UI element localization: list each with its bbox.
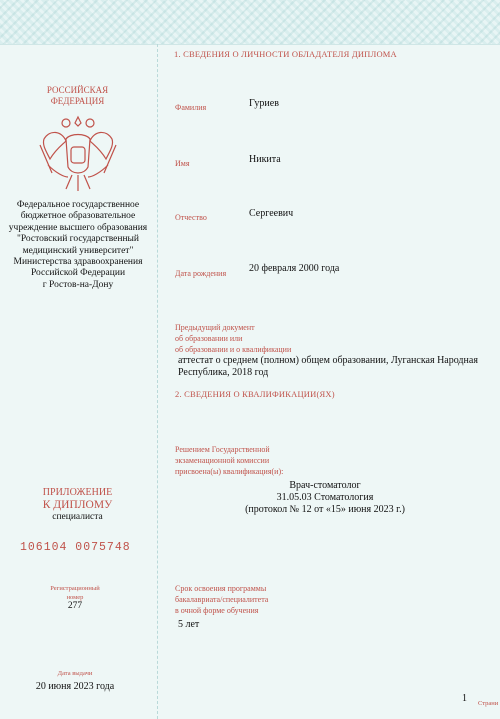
birth-date-label: Дата рождения — [175, 269, 227, 278]
previous-doc-label-1: Предыдущий документ — [175, 323, 255, 332]
appendix-line-2: К ДИПЛОМУ — [42, 499, 113, 511]
institution-line-4: "Ростовский государственный — [16, 234, 140, 245]
security-pattern-band — [0, 0, 500, 45]
qualification-code: 31.05.03 Стоматология — [276, 492, 374, 503]
institution-line-8: г Ростов-на-Дону — [42, 279, 114, 290]
program-term-label-1: Срок освоения программы — [175, 584, 267, 593]
patronymic-label: Отчество — [175, 213, 207, 222]
country-line-1: РОССИЙСКАЯ — [46, 85, 109, 95]
column-divider — [157, 44, 159, 719]
decision-label-2: экзаменационной комиссии — [175, 456, 270, 465]
previous-doc-label — [175, 322, 291, 355]
institution-line-1: Федеральное государственное — [16, 200, 140, 210]
program-term-label-2: бакалавриата/специалитета — [175, 595, 269, 604]
name-label: Имя — [175, 159, 190, 168]
birth-date-value: 20 февраля 2000 года — [249, 263, 340, 274]
decision-label-1: Решением Государственной — [175, 445, 270, 454]
country-header — [20, 85, 135, 107]
patronymic-value: Сергеевич — [249, 208, 294, 219]
reg-label — [35, 584, 115, 602]
name-value: Никита — [249, 154, 281, 165]
previous-doc-line-1: аттестат о среднем (полном) общем образовании, Луганская Народная — [178, 355, 478, 366]
qualification-protocol: (протокол № 12 от «15» июня 2023 г.) — [245, 504, 405, 515]
issue-date: 20 июня 2023 года — [35, 681, 115, 692]
surname-label: Фамилия — [175, 103, 207, 112]
reg-number: 277 — [67, 601, 83, 611]
institution-line-6: Министерства здравоохранения — [13, 257, 143, 268]
surname-value: Гуриев — [249, 98, 279, 109]
previous-doc-label-3: об образовании и о квалификации — [175, 345, 292, 354]
institution-line-3: учреждение высшего образования — [8, 222, 148, 233]
appendix-line-3: специалиста — [52, 512, 103, 522]
previous-doc-label-2: об образовании или — [175, 334, 243, 343]
institution-block — [6, 200, 150, 291]
decision-label-3: присвоена(ы) квалификация(и): — [175, 467, 284, 476]
program-term-value: 5 лет — [178, 619, 200, 630]
reg-label-line-1: Регистрационный — [50, 585, 100, 592]
decision-label — [175, 444, 283, 477]
institution-line-2: бюджетное образовательное — [20, 211, 136, 222]
issue-date-label: Дата выдачи — [57, 670, 93, 677]
section-2-title: 2. СВЕДЕНИЯ О КВАЛИФИКАЦИИ(ЯХ) — [175, 389, 335, 399]
institution-line-7: Российской Федерации — [30, 268, 126, 279]
reg-label-line-2: номер — [66, 594, 84, 601]
section-1-title: 1. СВЕДЕНИЯ О ЛИЧНОСТИ ОБЛАДАТЕЛЯ ДИПЛОМА — [174, 49, 397, 59]
program-term-label — [175, 583, 268, 616]
previous-doc-value — [178, 355, 488, 379]
qualification-block — [200, 480, 450, 516]
appendix-line-1: ПРИЛОЖЕНИЕ — [42, 487, 113, 498]
previous-doc-line-2: Республика, 2018 год — [178, 367, 269, 378]
country-line-2: ФЕДЕРАЦИЯ — [50, 96, 105, 106]
coat-of-arms-emblem — [36, 115, 120, 197]
institution-line-5: медицинский университет" — [22, 245, 134, 256]
appendix-title — [20, 487, 135, 523]
page-number: 1 — [462, 693, 467, 704]
serial-number: 106104 0075748 — [20, 541, 131, 554]
program-term-label-3: в очной форме обучения — [175, 606, 259, 615]
qualification-title: Врач-стоматолог — [289, 480, 361, 491]
page-word: Страни — [478, 700, 499, 707]
